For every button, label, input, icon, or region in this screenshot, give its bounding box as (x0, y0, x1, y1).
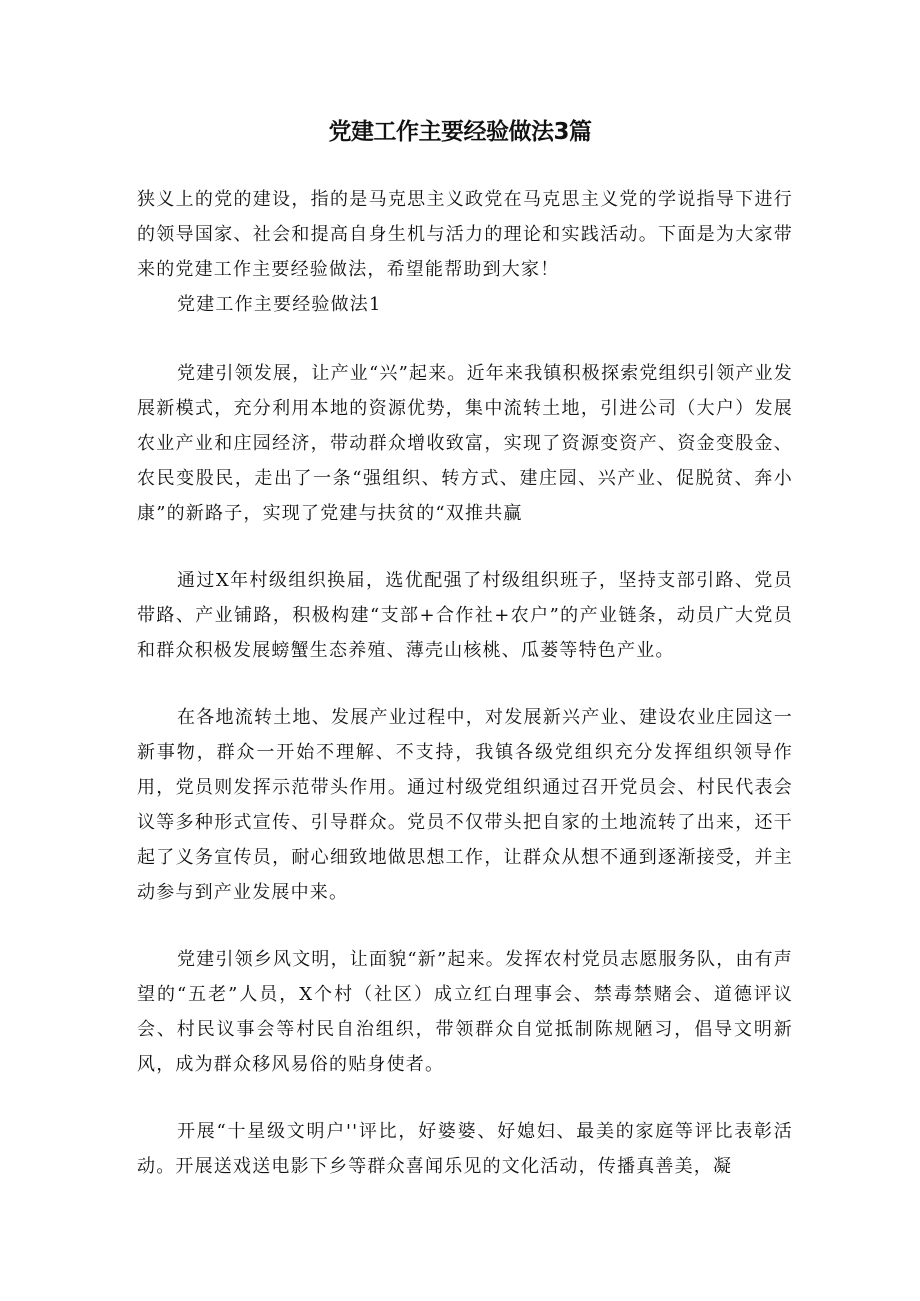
spacer (137, 531, 793, 563)
spacer (137, 322, 793, 356)
body-paragraph-3: 在各地流转土地、发展产业过程中，对发展新兴产业、建设农业庄园这一新事物，群众一开始不理解、不支持，我镇各级党组织充分发挥组织领导作用，党员则发挥示范带头作用。通过村级党组织通过召开党员会、村民代表会议等多种形式宣传、引导群众。党员不仅带头把自家的土地流转了出来，还干起了义务宣传员，耐心细致地做思想工作，让群众从想不通到逐渐接受，并主动参与到产业发展中来。 (137, 707, 793, 903)
body-paragraph-5: 开展“十星级文明户''评比，好婆婆、好媳妇、最美的家庭等评比表彰活动。开展送戏送电影下乡等群众喜闻乐见的文化活动，传播真善美，凝 (137, 1121, 793, 1177)
body-paragraph-4: 党建引领乡风文明，让面貌“新”起来。发挥农村党员志愿服务队，由有声望的“五老”人员，X个村（社区）成立红白理事会、禁毒禁赌会、道德评议会、村民议事会等村民自治组织，带领群众自觉抵制陈规陋习，倡导文明新风，成为群众移风易俗的贴身使者。 (137, 949, 794, 1075)
spacer (137, 910, 793, 942)
body-paragraph-2: 通过X年村级组织换届，选优配强了村级组织班子，坚持支部引路、党员带路、产业铺路，积极构建“支部+合作社+农户”的产业链条，动员广大党员和群众积极发展螃蟹生态养殖、薄壳山核桃、瓜蒌等特色产业。 (137, 570, 793, 661)
body-paragraph-1: 党建引领发展，让产业“兴”起来。近年来我镇积极探索党组织引领产业发展新模式，充分利用本地的资源优势，集中流转土地，引进公司（大户）发展农业产业和庄园经济，带动群众增收致富，实现了资源变资产、资金变股金、农民变股民，走出了一条“强组织、转方式、建庄园、兴产业、促脱贫、奔小康”的新路子，实现了党建与扶贫的“双推共赢 (137, 363, 794, 524)
intro-paragraph: 狭义上的党的建设，指的是马克思主义政党在马克思主义党的学说指导下进行的领导国家、社会和提高自身生机与活力的理论和实践活动。下面是为大家带来的党建工作主要经验做法，希望能帮助到大家！ (137, 189, 793, 280)
document-title: 党建工作主要经验做法3篇 (328, 119, 592, 145)
document-body (137, 182, 793, 1184)
spacer (137, 668, 793, 700)
section-heading: 党建工作主要经验做法1 (177, 294, 382, 315)
spacer (137, 1082, 793, 1114)
